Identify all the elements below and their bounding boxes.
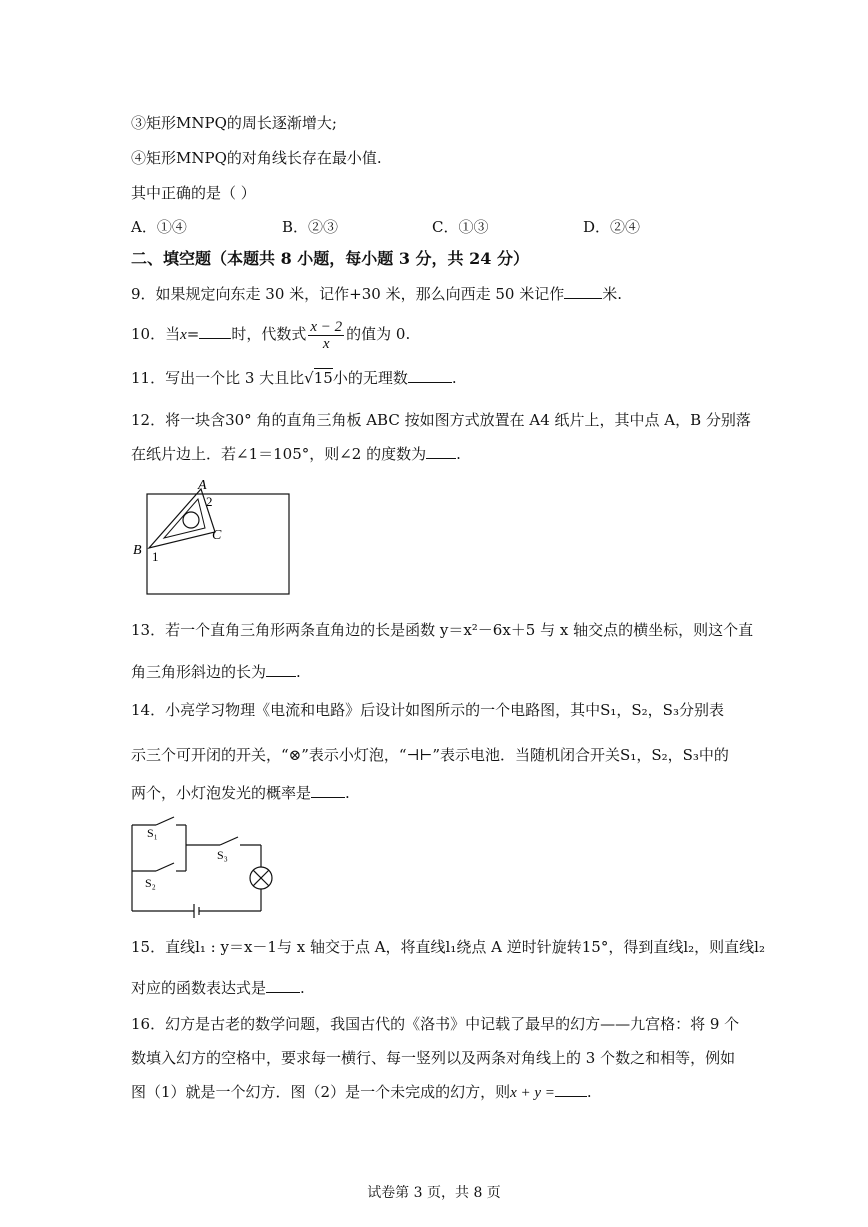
option-c: C．①③ (432, 218, 489, 236)
label-s1: S₁ (147, 826, 158, 840)
answer-blank (266, 978, 300, 993)
statement-3: ③矩形MNPQ的周长逐渐增大; (131, 114, 337, 132)
answer-blank (426, 444, 456, 459)
question-10: 10．当x= 时，代数式 $\frac{x - 2}{x}$ 的值为 0. (131, 318, 411, 352)
triangle-hole (183, 512, 199, 528)
figure-12 (130, 475, 300, 600)
label-a: A (198, 478, 207, 493)
answer-blank (555, 1082, 587, 1097)
label-angle-1: 1 (152, 549, 159, 564)
switch-s2 (156, 863, 174, 871)
question-15-line2: 对应的函数表达式是 . (131, 979, 305, 997)
option-b: B．②③ (282, 218, 339, 236)
question-prompt: 其中正确的是（ ） (131, 184, 256, 202)
label-b: B (133, 543, 142, 558)
question-16-line3: 图（1）就是一个幻方．图（2）是一个未完成的幻方，则x + y = . (131, 1083, 592, 1101)
question-16-line2: 数填入幻方的空格中，要求每一横行、每一竖列以及两条对角线上的 3 个数之和相等，例如 (131, 1049, 736, 1067)
statement-4: ④矩形MNPQ的对角线长存在最小值. (131, 149, 382, 167)
answer-blank (564, 284, 602, 299)
page-footer: 试卷第 3 页，共 8 页 (367, 1185, 501, 1201)
figure-14-circuit (128, 815, 278, 917)
question-9: 9．如果规定向东走 30 米，记作+30 米，那么向西走 50 米记作 米. (131, 285, 622, 303)
label-s2: S₂ (145, 876, 156, 890)
question-13-line1: 13．若一个直角三角形两条直角边的长是函数 y＝x²－6x＋5 与 x 轴交点的横坐标，则这个直 (131, 621, 754, 639)
answer-blank (199, 324, 231, 339)
question-16-line1: 16．幻方是古老的数学问题，我国古代的《洛书》中记载了最早的幻方——九宫格：将 9 个 (131, 1015, 740, 1033)
question-12-line1: 12．将一块含30° 角的直角三角板 ABC 按如图方式放置在 A4 纸片上，其中点 A，B 分别落 (131, 411, 751, 429)
label-s3: S₃ (217, 848, 228, 862)
answer-blank (311, 783, 345, 798)
fraction: $\frac{x - 2}{x}$ (310, 318, 343, 352)
question-14-line2: 示三个可开闭的开关，“⊗”表示小灯泡，“⊣⊢”表示电池．当随机闭合开关S₁，S₂，S₃中的 (131, 746, 729, 764)
question-15-line1: 15．直线l₁ : y＝x－1与 x 轴交于点 A，将直线l₁绕点 A 逆时针旋转15°，得到直线l₂，则直线l₂ (131, 938, 765, 956)
question-13-line2: 角三角形斜边的长为 . (131, 663, 301, 681)
option-d: D．②④ (583, 218, 641, 236)
question-14-line3: 两个，小灯泡发光的概率是 . (131, 784, 350, 802)
option-a: A．①④ (131, 218, 187, 236)
question-14-line1: 14．小亮学习物理《电流和电路》后设计如图所示的一个电路图，其中S₁，S₂，S₃分别表 (131, 701, 724, 719)
question-12-line2: 在纸片边上．若∠1＝105°，则∠2 的度数为 . (131, 445, 461, 463)
answer-blank (408, 368, 452, 383)
switch-s3 (220, 837, 238, 845)
paper-rect (147, 494, 289, 594)
switch-s1 (156, 817, 174, 825)
question-11: 11．写出一个比 3 大且比√15小的无理数 . (131, 369, 457, 387)
label-angle-2: 2 (206, 494, 213, 509)
section-title: 二、填空题（本题共 8 小题，每小题 3 分，共 24 分） (131, 249, 529, 268)
sqrt-symbol: √ (304, 369, 314, 387)
label-c: C (212, 528, 222, 543)
answer-blank (266, 662, 296, 677)
